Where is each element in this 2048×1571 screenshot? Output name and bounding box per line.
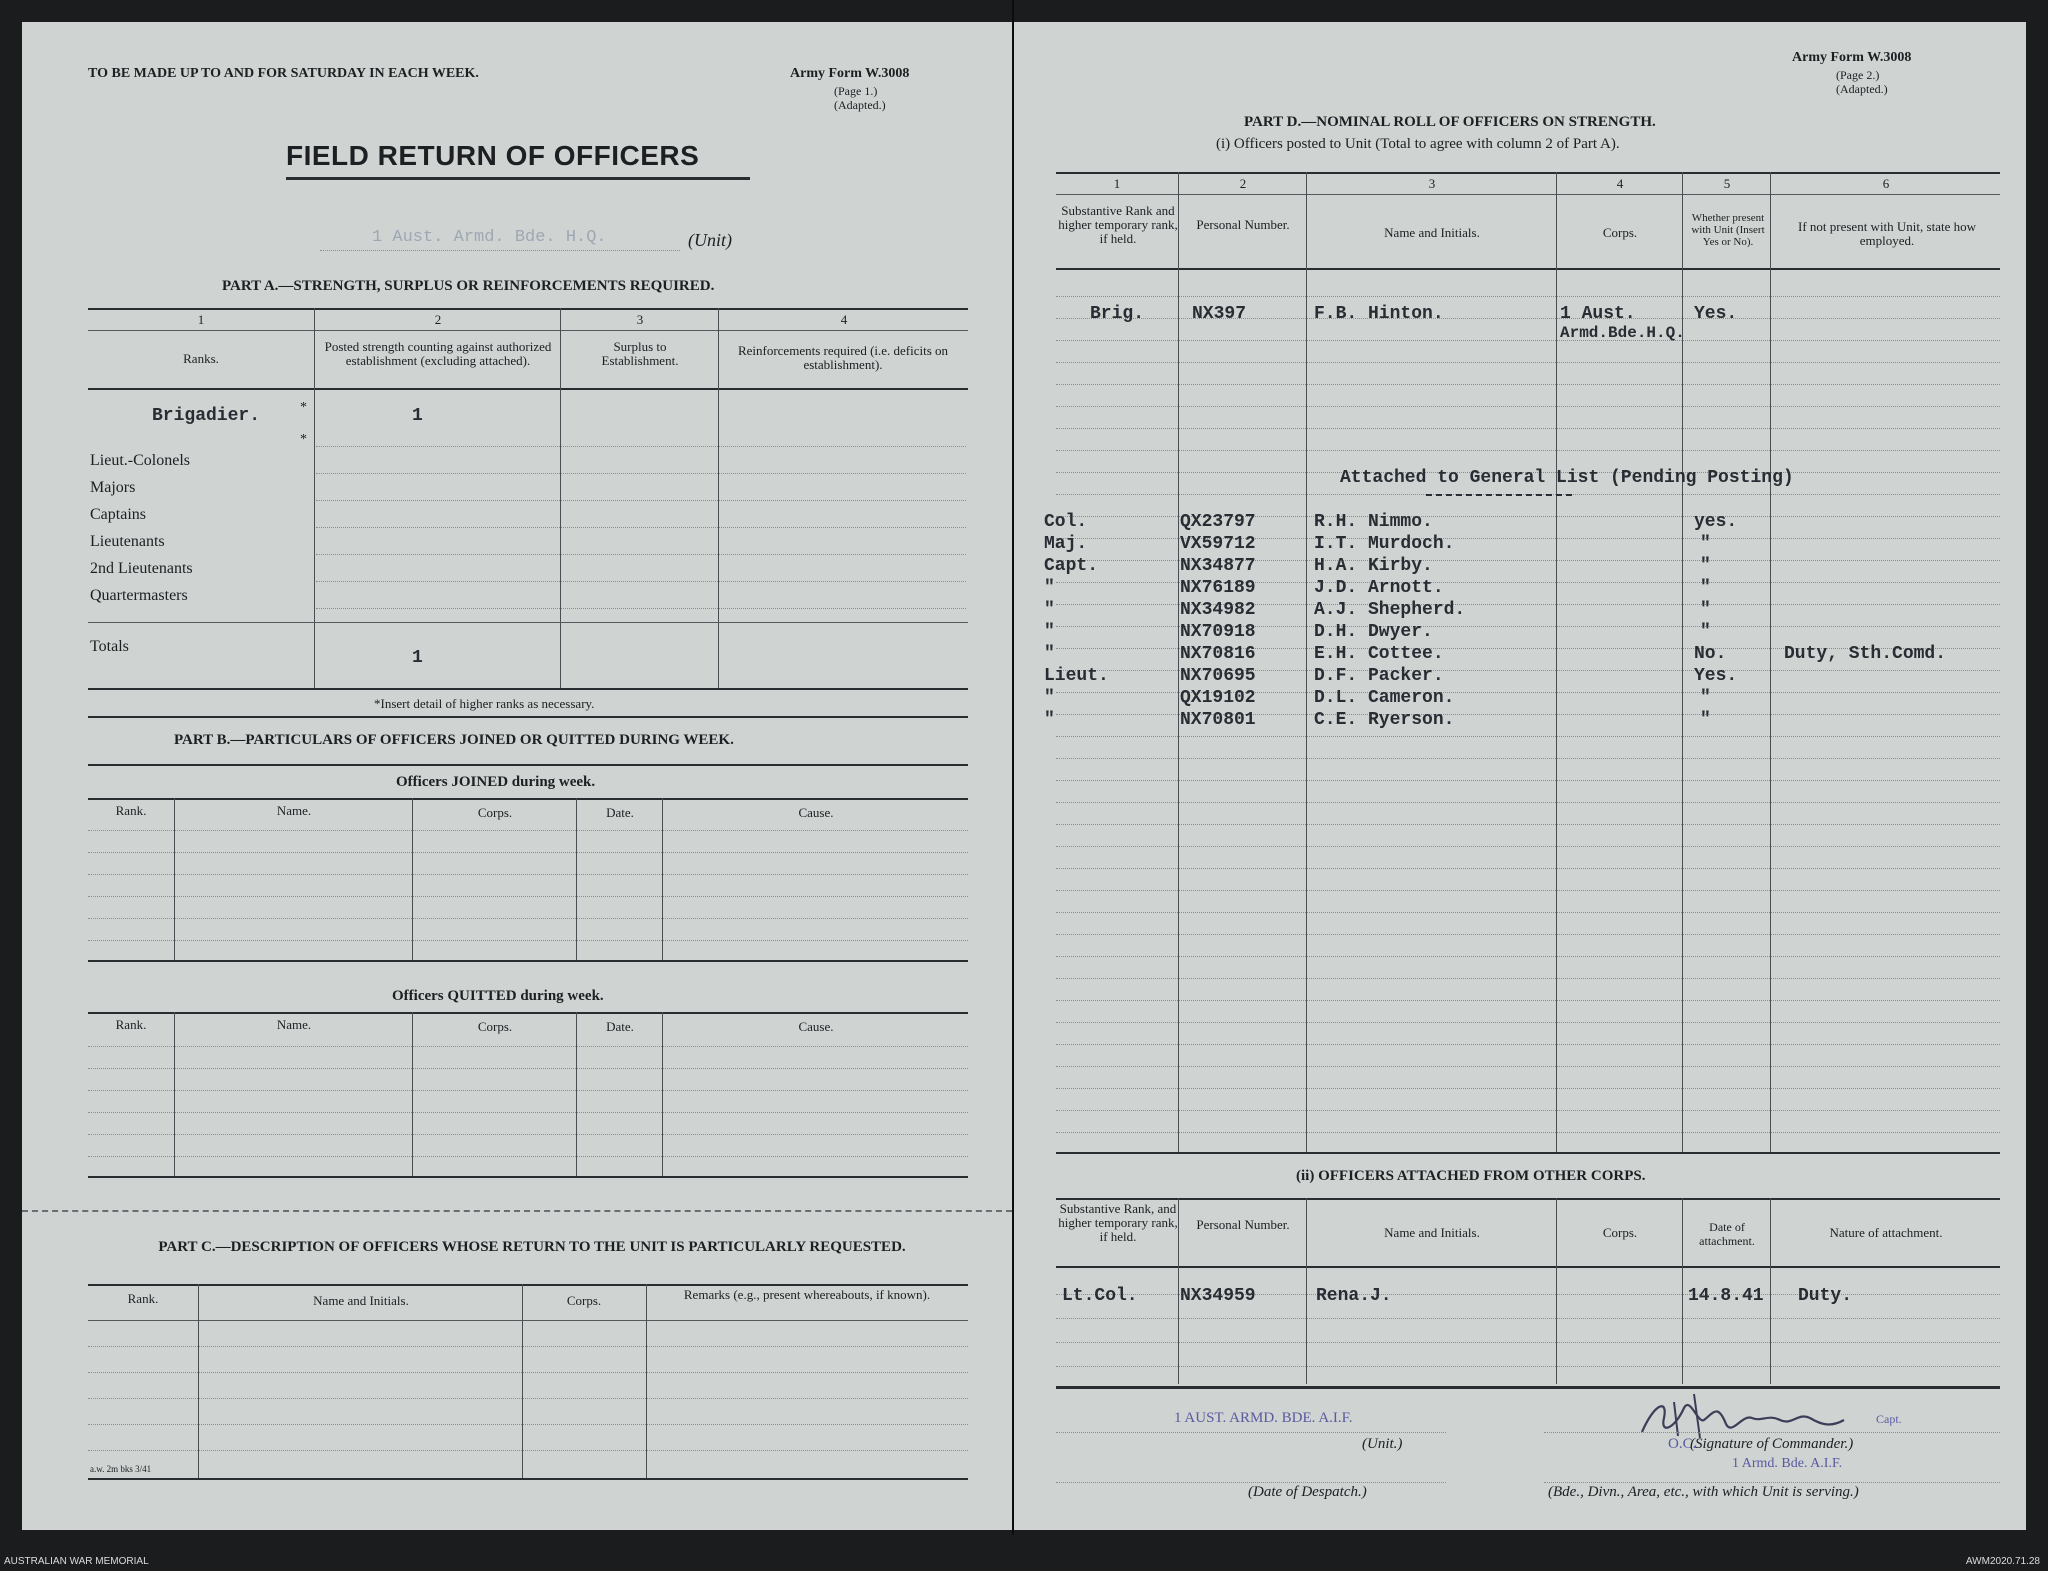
other-number: NX34959 bbox=[1180, 1286, 1256, 1306]
attached-present: " bbox=[1700, 534, 1711, 554]
attached-number: NX70816 bbox=[1180, 644, 1256, 664]
other-nature: Duty. bbox=[1798, 1286, 1853, 1306]
form-page-2 bbox=[1014, 22, 2026, 1530]
attached-name: R.H. Nimmo. bbox=[1314, 512, 1433, 532]
ii-header-date: Date of attachment. bbox=[1699, 1220, 1755, 1248]
attached-present: " bbox=[1700, 600, 1711, 620]
attached-name: H.A. Kirby. bbox=[1314, 556, 1433, 576]
col-num: 1 bbox=[197, 312, 205, 327]
attached-number: NX76189 bbox=[1180, 578, 1256, 598]
joined-header-cause: Cause. bbox=[798, 805, 834, 820]
ii-header-name: Name and Initials. bbox=[1384, 1225, 1480, 1240]
attached-present: yes. bbox=[1694, 512, 1738, 532]
posted-present: Yes. bbox=[1694, 304, 1738, 324]
attached-rank: " bbox=[1044, 710, 1055, 730]
col-num: 2 bbox=[434, 312, 442, 327]
part-a-num-rule bbox=[88, 330, 968, 331]
part-b-title: PART B.—PARTICULARS OF OFFICERS JOINED OR QUITTED DURING WEEK. bbox=[174, 732, 734, 748]
part-a-divider bbox=[718, 308, 719, 688]
unit-value: 1 Aust. Armd. Bde. H.Q. bbox=[372, 228, 607, 247]
joined-header-name: Name. bbox=[276, 803, 312, 818]
form-title: FIELD RETURN OF OFFICERS bbox=[286, 140, 700, 171]
header-name: Name and Initials. bbox=[1384, 225, 1480, 240]
quitted-header-name: Name. bbox=[276, 1017, 312, 1032]
posted-corps: 1 Aust. bbox=[1560, 304, 1636, 324]
unit-label: (Unit) bbox=[688, 230, 732, 250]
header-corps: Corps. bbox=[1602, 225, 1638, 240]
part-c-header-corps: Corps. bbox=[566, 1293, 602, 1308]
typed-rank-brigadier: Brigadier. bbox=[152, 406, 261, 426]
header-reinforcements: Reinforcements required (i.e. deficits on establishment). bbox=[737, 343, 949, 372]
rank-label: Quartermasters bbox=[90, 587, 188, 604]
asterisk: * bbox=[300, 400, 307, 415]
form-adapted-label: (Adapted.) bbox=[1836, 82, 1888, 96]
typed-posted-strength: 1 bbox=[412, 406, 423, 426]
part-c-header-remarks: Remarks (e.g., present whereabouts, if known). bbox=[683, 1287, 931, 1302]
form-number: Army Form W.3008 bbox=[1792, 50, 1912, 65]
joined-title: Officers JOINED during week. bbox=[396, 774, 596, 790]
attached-number: NX34877 bbox=[1180, 556, 1256, 576]
form-number: Army Form W.3008 bbox=[790, 66, 910, 81]
tear-line bbox=[22, 1210, 1012, 1212]
joined-header-rank: Rank. bbox=[115, 803, 147, 818]
other-rank: Lt.Col. bbox=[1062, 1286, 1138, 1306]
part-d-title: PART D.—NOMINAL ROLL OF OFFICERS ON STRENGTH. bbox=[1244, 114, 1656, 130]
part-c-header-name: Name and Initials. bbox=[313, 1293, 409, 1308]
attached-present: No. bbox=[1694, 644, 1727, 664]
attached-rank: Col. bbox=[1044, 512, 1088, 532]
rank-label: Lieutenants bbox=[90, 533, 165, 550]
part-a-bottom-rule bbox=[88, 688, 968, 690]
attached-present: " bbox=[1700, 688, 1711, 708]
attached-rank: " bbox=[1044, 578, 1055, 598]
ii-header-corps: Corps. bbox=[1602, 1225, 1638, 1240]
part-d-ii-title: (ii) OFFICERS ATTACHED FROM OTHER CORPS. bbox=[1296, 1168, 1646, 1184]
col-num: 3 bbox=[1428, 176, 1436, 191]
attached-name: J.D. Arnott. bbox=[1314, 578, 1444, 598]
header-ranks: Ranks. bbox=[183, 351, 219, 366]
ii-header-rank: Substantive Rank, and higher temporary rank, if held. bbox=[1058, 1201, 1178, 1244]
header-posted-strength: Posted strength counting against authorized establishment (excluding attached). bbox=[324, 339, 552, 368]
quitted-header-cause: Cause. bbox=[798, 1019, 834, 1034]
attached-name: E.H. Cottee. bbox=[1314, 644, 1444, 664]
attached-heading-underline bbox=[1426, 494, 1572, 496]
attached-name: D.H. Dwyer. bbox=[1314, 622, 1433, 642]
col-num: 4 bbox=[840, 312, 848, 327]
printer-note: a.w. 2m bks 3/41 bbox=[90, 1464, 152, 1474]
posted-number: NX397 bbox=[1192, 304, 1247, 324]
stamp-bde: 1 Armd. Bde. A.I.F. bbox=[1732, 1456, 1843, 1471]
attached-name: A.J. Shepherd. bbox=[1314, 600, 1466, 620]
other-name: Rena.J. bbox=[1316, 1286, 1392, 1306]
totals-rule bbox=[88, 622, 968, 623]
header-surplus: Surplus to Establishment. bbox=[601, 339, 679, 368]
attached-heading: Attached to General List (Pending Posting) bbox=[1340, 468, 1794, 488]
part-a-title: PART A.—STRENGTH, SURPLUS OR REINFORCEMENTS REQUIRED. bbox=[222, 278, 715, 294]
attached-rank: " bbox=[1044, 622, 1055, 642]
rank-label: Majors bbox=[90, 479, 136, 496]
attached-employed: Duty, Sth.Comd. bbox=[1784, 644, 1947, 664]
other-date: 14.8.41 bbox=[1688, 1286, 1764, 1306]
attached-name: D.L. Cameron. bbox=[1314, 688, 1455, 708]
form-page-label: (Page 2.) bbox=[1836, 68, 1880, 82]
attached-rank: Capt. bbox=[1044, 556, 1099, 576]
form-page-label: (Page 1.) bbox=[834, 84, 878, 98]
date-caption: (Date of Despatch.) bbox=[1248, 1484, 1367, 1500]
part-d-subtitle: (i) Officers posted to Unit (Total to agree with column 2 of Part A). bbox=[1216, 136, 1620, 152]
part-a-footnote: *Insert detail of higher ranks as necessary. bbox=[374, 696, 595, 711]
part-c-header-rank: Rank. bbox=[127, 1291, 159, 1306]
ii-header-nature: Nature of attachment. bbox=[1829, 1225, 1943, 1240]
quitted-header-date: Date. bbox=[606, 1019, 634, 1034]
form-adapted-label: (Adapted.) bbox=[834, 98, 886, 112]
rank-label: Captains bbox=[90, 506, 146, 523]
col-num: 5 bbox=[1723, 176, 1731, 191]
col-num: 4 bbox=[1616, 176, 1624, 191]
stamp-oc: O.C. bbox=[1668, 1436, 1697, 1452]
part-a-header-rule bbox=[88, 388, 968, 390]
attached-number: QX23797 bbox=[1180, 512, 1256, 532]
attached-rank: " bbox=[1044, 644, 1055, 664]
attached-rank: " bbox=[1044, 688, 1055, 708]
attached-number: VX59712 bbox=[1180, 534, 1256, 554]
part-a-divider bbox=[314, 308, 315, 688]
attached-number: QX19102 bbox=[1180, 688, 1256, 708]
posted-name: F.B. Hinton. bbox=[1314, 304, 1444, 324]
attached-name: D.F. Packer. bbox=[1314, 666, 1444, 686]
part-a-top-rule bbox=[88, 308, 968, 310]
instruction-text: TO BE MADE UP TO AND FOR SATURDAY IN EACH WEEK. bbox=[88, 66, 479, 81]
part-a-divider bbox=[560, 308, 561, 688]
attached-present: Yes. bbox=[1694, 666, 1738, 686]
stamp-capt: Capt. bbox=[1876, 1412, 1902, 1426]
attached-rank: Lieut. bbox=[1044, 666, 1109, 686]
attached-number: NX70695 bbox=[1180, 666, 1256, 686]
col-num: 1 bbox=[1113, 176, 1121, 191]
quitted-header-corps: Corps. bbox=[477, 1019, 513, 1034]
totals-value: 1 bbox=[412, 648, 423, 668]
quitted-header-rank: Rank. bbox=[115, 1017, 147, 1032]
attached-name: I.T. Murdoch. bbox=[1314, 534, 1455, 554]
attached-present: " bbox=[1700, 710, 1711, 730]
attached-number: NX34982 bbox=[1180, 600, 1256, 620]
header-rank: Substantive Rank and higher temporary rank, if held. bbox=[1058, 203, 1178, 246]
joined-header-corps: Corps. bbox=[477, 805, 513, 820]
col-num: 2 bbox=[1239, 176, 1247, 191]
rank-label: Lieut.-Colonels bbox=[90, 452, 190, 469]
unit-caption: (Unit.) bbox=[1362, 1436, 1403, 1452]
unit-rule bbox=[320, 250, 680, 251]
col-num: 3 bbox=[636, 312, 644, 327]
form-page-1 bbox=[22, 22, 1012, 1530]
col-num: 6 bbox=[1882, 176, 1890, 191]
archive-reference: AWM2020.71.28 bbox=[1965, 1556, 2040, 1567]
part-c-title: PART C.—DESCRIPTION OF OFFICERS WHOSE RETURN TO THE UNIT IS PARTICULARLY REQUESTED. bbox=[158, 1239, 906, 1255]
attached-present: " bbox=[1700, 556, 1711, 576]
header-present: Whether present with Unit (Insert Yes or No). bbox=[1691, 212, 1765, 248]
title-underline bbox=[286, 177, 750, 180]
attached-rank: Maj. bbox=[1044, 534, 1088, 554]
ii-header-number: Personal Number. bbox=[1196, 1217, 1290, 1232]
attached-number: NX70801 bbox=[1180, 710, 1256, 730]
posted-rank: Brig. bbox=[1090, 304, 1145, 324]
signature-caption: (Signature of Commander.) bbox=[1690, 1436, 1854, 1452]
attached-number: NX70918 bbox=[1180, 622, 1256, 642]
quitted-title: Officers QUITTED during week. bbox=[392, 988, 604, 1004]
attached-present: " bbox=[1700, 578, 1711, 598]
attached-name: C.E. Ryerson. bbox=[1314, 710, 1455, 730]
attached-present: " bbox=[1700, 622, 1711, 642]
rank-label: 2nd Lieutenants bbox=[90, 560, 193, 577]
header-employed: If not present with Unit, state how employed. bbox=[1798, 219, 1976, 248]
header-personal-number: Personal Number. bbox=[1196, 217, 1290, 232]
serving-caption: (Bde., Divn., Area, etc., with which Unit is serving.) bbox=[1548, 1484, 1859, 1500]
posted-corps-line2: Armd.Bde.H.Q. bbox=[1560, 324, 1685, 342]
unit-stamp: 1 AUST. ARMD. BDE. A.I.F. bbox=[1174, 1410, 1353, 1426]
totals-label: Totals bbox=[90, 638, 129, 655]
archive-credit: AUSTRALIAN WAR MEMORIAL bbox=[4, 1556, 149, 1567]
asterisk: * bbox=[300, 432, 307, 447]
attached-rank: " bbox=[1044, 600, 1055, 620]
joined-header-date: Date. bbox=[606, 805, 634, 820]
